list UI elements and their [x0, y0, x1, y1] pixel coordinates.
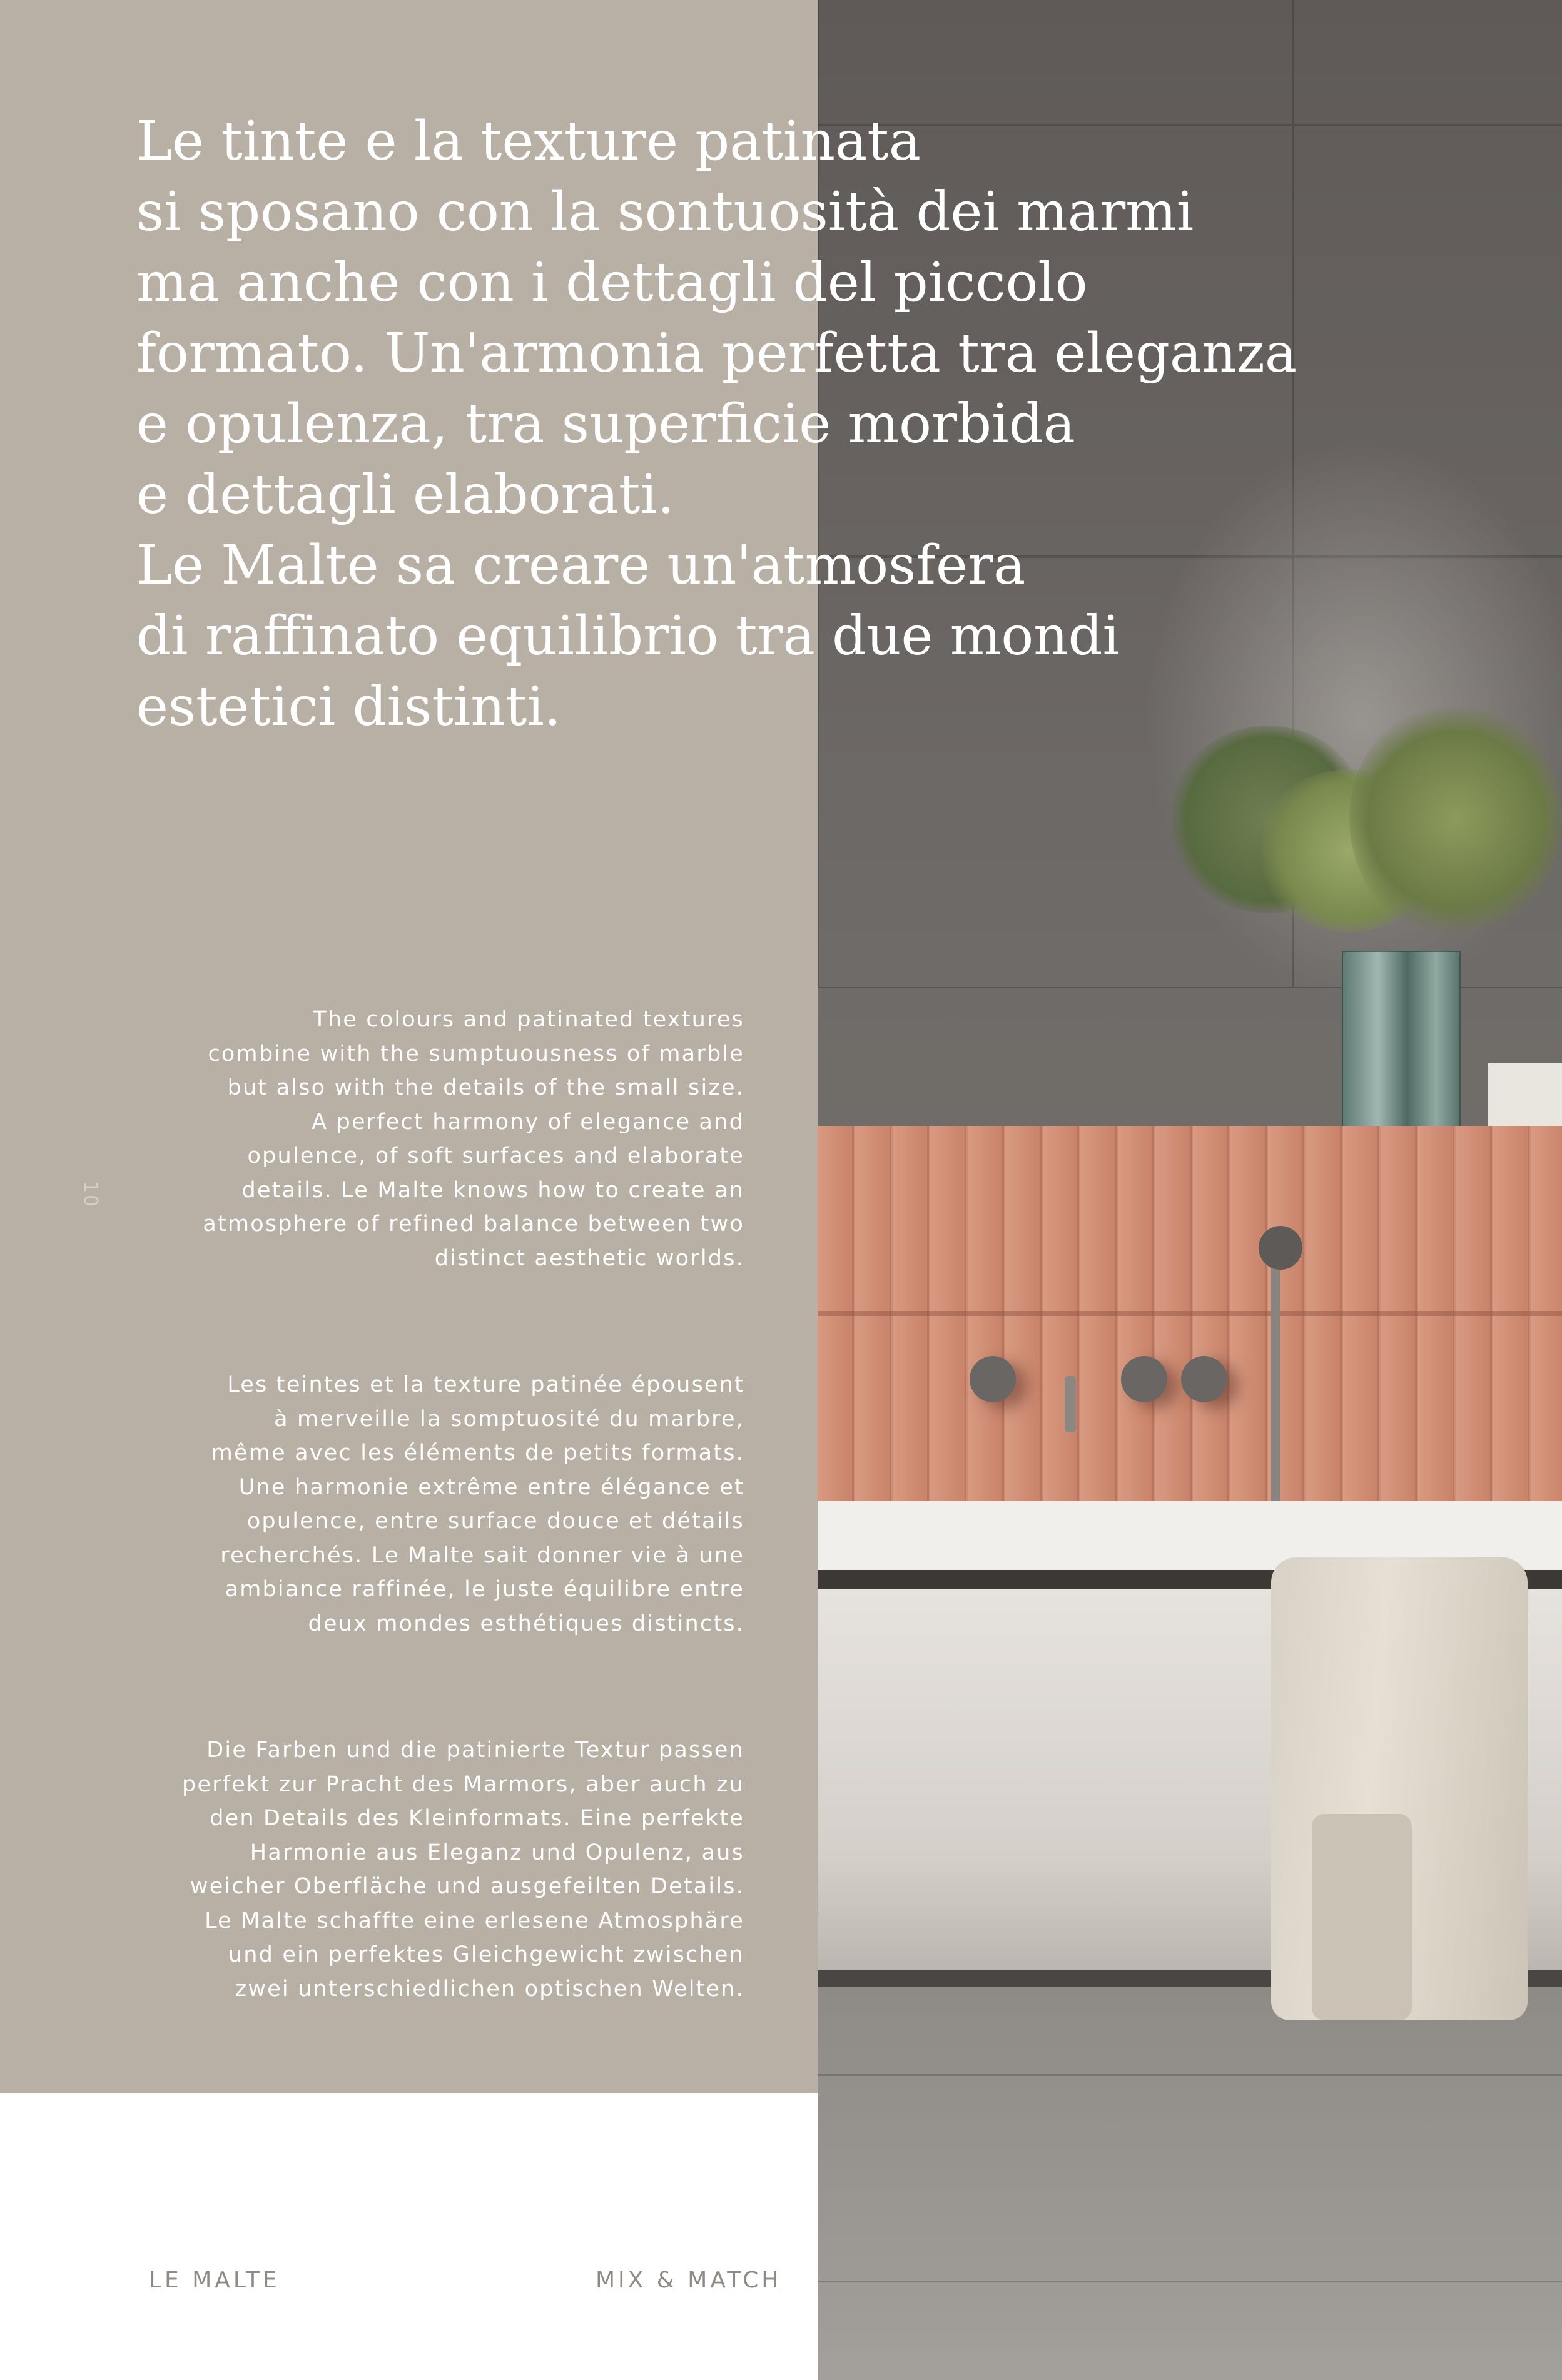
- headline-line: e dettagli elaborati.: [136, 463, 675, 526]
- body-line: à merveille la somptuosité du marbre,: [274, 1406, 744, 1432]
- headline-line: Le Malte sa creare un'atmosfera: [136, 534, 1026, 597]
- body-line: Les teintes et la texture patinée épousent: [227, 1372, 744, 1397]
- headline-line: Le tinte e la texture patinata: [136, 110, 921, 173]
- body-line: zwei unterschiedlichen optischen Welten.: [235, 1976, 744, 2002]
- tap-spout: [1065, 1376, 1076, 1432]
- body-line: Une harmonie extrême entre élégance et: [238, 1474, 744, 1500]
- shower-head: [1259, 1226, 1302, 1270]
- tile-band: [818, 1311, 1562, 1316]
- body-text-english: [131, 1003, 744, 1275]
- headline-line: ma anche con i dettagli del piccolo: [136, 251, 1088, 314]
- wall-tile: [1293, 0, 1562, 125]
- floor-joint: [818, 2074, 1562, 2076]
- body-line: perfekt zur Pracht des Marmors, aber auch zu: [182, 1771, 744, 1797]
- glass-vase: [1342, 951, 1461, 1129]
- body-text-german: [131, 1733, 744, 2006]
- footer-section-name: MIX & MATCH: [596, 2267, 782, 2293]
- shower-pole: [1271, 1251, 1280, 1501]
- body-line: but also with the details of the small size.: [227, 1075, 744, 1100]
- body-line: recherchés. Le Malte sait donner vie à une: [220, 1542, 744, 1568]
- tap-knob: [970, 1356, 1016, 1402]
- plant-foliage: [1349, 701, 1562, 938]
- body-line: details. Le Malte knows how to create an: [241, 1177, 744, 1203]
- headline-line: di raffinato equilibrio tra due mondi: [136, 605, 1120, 667]
- floor-joint: [818, 2281, 1562, 2282]
- body-line: Le Malte schaffte eine erlesene Atmosphäre: [205, 1908, 744, 1933]
- body-line: A perfect harmony of elegance and: [312, 1109, 744, 1135]
- body-line: combine with the sumptuousness of marble: [208, 1041, 744, 1066]
- body-line: opulence, of soft surfaces and elaborate: [247, 1143, 744, 1168]
- body-line: und ein perfektes Gleichgewicht zwischen: [228, 1942, 744, 1967]
- body-line: opulence, entre surface douce et détails: [246, 1509, 744, 1534]
- body-line: den Details des Kleinformats. Eine perfekte: [210, 1806, 744, 1831]
- body-line: distinct aesthetic worlds.: [434, 1245, 744, 1271]
- headline-line: si sposano con la sontuosità dei marmi: [136, 181, 1194, 243]
- headline: [136, 106, 1300, 742]
- towel-fold: [1312, 1814, 1412, 2020]
- body-line: Harmonie aus Eleganz und Opulenz, aus: [250, 1840, 744, 1865]
- floor: [818, 1987, 1562, 2380]
- headline-line: estetici distinti.: [136, 676, 562, 738]
- body-line: deux mondes esthétiques distincts.: [308, 1611, 744, 1636]
- headline-line: e opulenza, tra superficie morbida: [136, 393, 1075, 455]
- page-number: 10: [79, 1181, 101, 1209]
- body-text-french: [131, 1368, 744, 1641]
- footer-area: [0, 2093, 818, 2380]
- tap-knob: [1181, 1356, 1227, 1402]
- terracotta-tile-wall: [818, 1126, 1562, 1501]
- body-line: même avec les éléments de petits formats.: [211, 1441, 744, 1466]
- body-line: ambiance raffinée, le juste équilibre entre: [225, 1577, 744, 1602]
- body-line: atmosphere of refined balance between two: [203, 1212, 744, 1237]
- body-line: Die Farben und die patinierte Textur passen: [206, 1738, 744, 1763]
- stacked-books: [1488, 1063, 1562, 1126]
- headline-line: formato. Un'armonia perfetta tra eleganza: [136, 322, 1297, 385]
- body-line: The colours and patinated textures: [313, 1007, 744, 1032]
- body-line: weicher Oberfläche und ausgefeilten Details.: [190, 1874, 744, 1899]
- footer-collection-name: LE MALTE: [149, 2267, 280, 2293]
- tap-knob: [1121, 1356, 1167, 1402]
